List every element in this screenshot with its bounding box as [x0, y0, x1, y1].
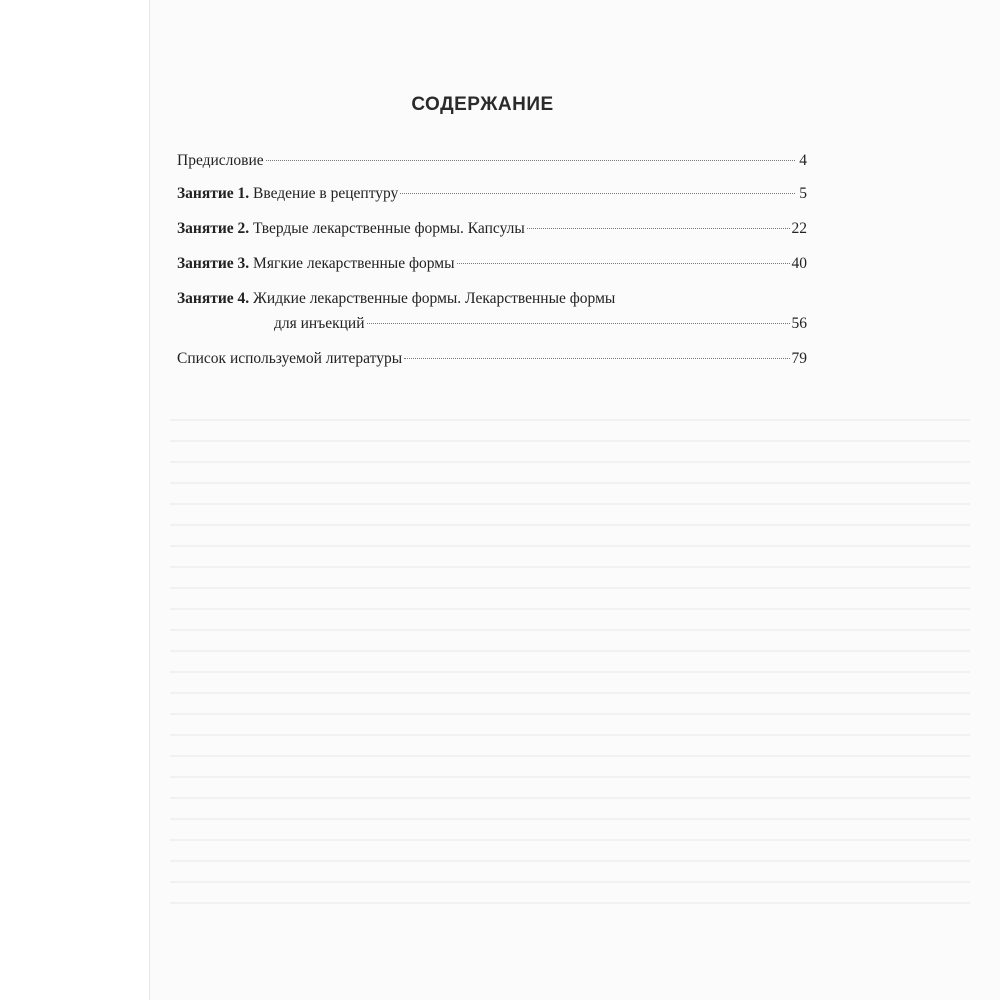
table-of-contents — [177, 152, 807, 375]
toc-page-number: 40 — [791, 255, 807, 272]
toc-entry-preface[interactable] — [177, 152, 807, 177]
bleed-through-texture — [170, 400, 970, 920]
toc-page-number: 4 — [799, 152, 807, 169]
toc-entry-references[interactable] — [177, 350, 807, 375]
toc-entry-text: Жидкие лекарственные формы. Лекарственные формы — [249, 290, 616, 307]
toc-entry-text: Твердые лекарственные формы. Капсулы — [249, 220, 525, 237]
toc-entry-prefix: Занятие 4. — [177, 290, 250, 307]
toc-entry-lesson-3[interactable] — [177, 255, 807, 280]
toc-entry-prefix: Занятие 3. — [177, 255, 250, 272]
dot-leader — [457, 263, 790, 264]
dot-leader — [527, 228, 790, 229]
toc-entry-lesson-2[interactable] — [177, 220, 807, 245]
toc-entry-lesson-4[interactable] — [177, 290, 807, 340]
toc-entry-prefix: Занятие 1. — [177, 185, 250, 202]
dot-leader — [400, 193, 795, 194]
book-page — [150, 0, 1000, 1000]
toc-entry-lesson-1[interactable] — [177, 185, 807, 210]
toc-entry-text: Мягкие лекарственные формы — [249, 255, 455, 272]
dot-leader — [404, 358, 789, 359]
toc-page-number: 79 — [791, 350, 807, 367]
page-title: СОДЕРЖАНИЕ — [411, 94, 554, 115]
toc-entry-prefix: Занятие 2. — [177, 220, 250, 237]
toc-page-number: 22 — [791, 220, 807, 237]
toc-entry-text: Предисловие — [177, 152, 264, 169]
dot-leader — [266, 160, 795, 161]
toc-page-number: 5 — [799, 185, 807, 202]
toc-page-number: 56 — [791, 315, 807, 332]
toc-entry-text: Введение в рецептуру — [249, 185, 399, 202]
toc-entry-continuation: для инъекций — [274, 315, 365, 332]
dot-leader — [367, 323, 790, 324]
toc-entry-text: Список используемой литературы — [177, 350, 403, 367]
